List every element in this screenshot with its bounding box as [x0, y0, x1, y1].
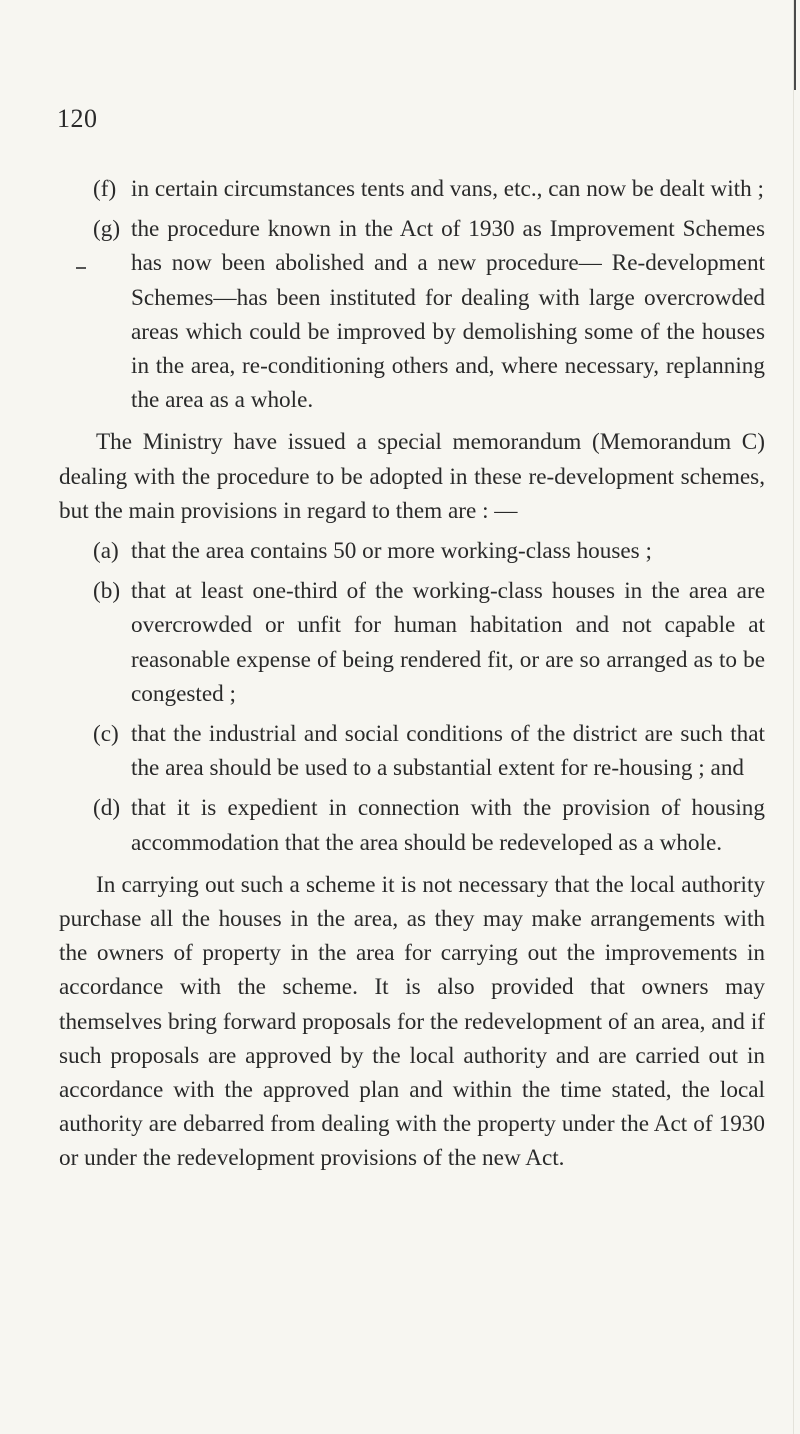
list-item-label: (f): [93, 176, 117, 202]
paragraph-scheme: In carrying out such a scheme it is not necessary that the local authority purchase all the houses in the area, as they may make arrangements with the owners of property in the area for carrying out the improvements in accordance with the scheme. It is also provided that owners may themselves bring forward proposals for the redevelopment of an area, and if such proposals are approved by the local authority and are carried out in accordance with the approved plan and within the time stated, the local authority are debarred from dealing with the property under the Act of 1930 or under the redevelopment provisions of the new Act.: [59, 871, 765, 1172]
list-item-c: [93, 717, 765, 785]
stray-ink-mark: [76, 267, 86, 269]
page-edge-line: [793, 0, 794, 1434]
list-item-text: that the industrial and social conditions of the district are such that the area should be used to a substantial extent for re-housing ; and: [131, 721, 765, 782]
list-item-text: that it is expedient in connection with the provision of housing accommodation that the area should be redeveloped as a whole.: [131, 795, 765, 856]
list-item-label: (b): [93, 578, 121, 605]
page-number: 120: [57, 104, 98, 133]
list-item-f: [93, 172, 765, 206]
list-item-g: [93, 212, 765, 417]
paragraph-wrap: [59, 868, 765, 1176]
page-edge-shadow: [794, 0, 796, 90]
list-item-label: (a): [93, 538, 119, 565]
list-item-text: that at least one-third of the working-class houses in the area are overcrowded or unfit for human habitation and not capable at reasonable expense of being rendered fit, or are so arranged as to be congested ;: [131, 578, 765, 707]
paragraph-wrap: [59, 425, 765, 528]
list-item-text: that the area contains 50 or more working-class houses ;: [131, 538, 652, 565]
paragraph-memorandum: The Ministry have issued a special memorandum (Memorandum C) dealing with the procedure to be adopted in these re-development schemes, but the main provisions in regard to them are : —: [59, 429, 765, 524]
body-text: [59, 172, 765, 1182]
list-item-label: (c): [93, 721, 119, 748]
list-item-d: [93, 791, 765, 859]
list-item-label: (g): [93, 216, 121, 243]
list-item-text: the procedure known in the Act of 1930 as Improvement Schemes has now been abolished and a new procedure— Re-development Schemes—has been instituted for dealing with large overcrowded areas which could be improved by demolishing some of the houses in the area, re-conditioning others and, where necessary, replanning the area as a whole.: [131, 216, 765, 414]
list-item-label: (d): [93, 795, 121, 822]
list-item-a: [93, 534, 765, 568]
list-item-text: in certain circumstances tents and vans, etc., can now be dealt with ;: [131, 176, 764, 202]
list-item-b: [93, 574, 765, 711]
